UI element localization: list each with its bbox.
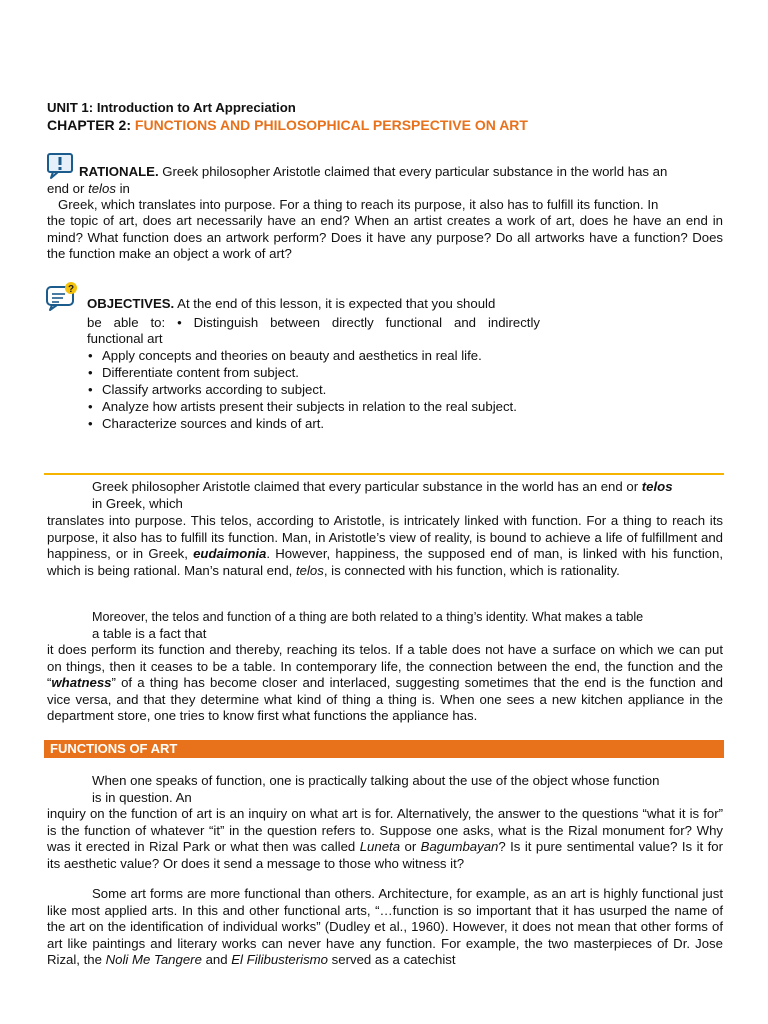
rationale-heading: RATIONALE. [79, 164, 159, 179]
para4-body: Some art forms are more functional than others. Architecture, for example, as an art is highly functional just like most applied arts. In this and other functional arts, “…function is so important that it has usurped the name of the art on the identification of individual works” (Dudley et al., 1960). However, it does not mean that other forms of art like paintings and literary works can never have any function. For example, the two masterpieces of Dr. Jose Rizal, the Noli Me Tangere and El Filibusterismo served as a catechist [47, 886, 723, 968]
section-divider [44, 473, 724, 475]
para1-line1: Greek philosopher Aristotle claimed that every particular substance in the world has an end or telos [92, 479, 673, 494]
objectives-line3: functional art [87, 331, 163, 346]
para2-body: it does perform its function and thereby, reaching its telos. If a table does not have a surface on which we can put on things, then it ceases to be a table. In contemporary life, the connection between the end, the function and the “whatness” of a thing has become closer and interlaced, suggesting sometimes that the end is the function and vice versa, and that they determine what kind of thing a thing is. When one sees a new kitchen appliance in the department store, one tries to know first what functions the appliance has. [47, 642, 723, 724]
alert-speech-icon [45, 152, 75, 180]
objectives-heading: OBJECTIVES. [87, 296, 175, 311]
rationale-line3: Greek, which translates into purpose. For a thing to reach its purpose, it also has to fulfill its function. In [58, 197, 659, 212]
functions-section-header [44, 740, 724, 758]
unit-title: UNIT 1: Introduction to Art Appreciation [47, 100, 296, 115]
svg-text:?: ? [67, 284, 75, 295]
objectives-line2: be able to: • Distinguish between directly functional and indirectly [87, 315, 540, 330]
para1-line2: in Greek, which [92, 496, 183, 511]
para3-body: inquiry on the function of art is an inquiry on what art is for. Alternatively, the answer to the questions “what it is for” is the function of whatever “it” in the question refers to. Suppose one asks, what is the Rizal monument for? Why was it erected in Rizal Park or what then was called Luneta or Bagumbayan? Is it pure sentimental value? Is it for its aesthetic value? Or does it send a message to those who witness it? [47, 806, 723, 871]
rationale-body: the topic of art, does art necessarily have an end? When an artist creates a work of art, does he have an end in mind? What function does an artwork perform? Does it have any purpose? Do all artworks have a function? Does the function make an object a work of art? [47, 213, 723, 262]
rationale-line1: RATIONALE. Greek philosopher Aristotle claimed that every particular substance in the world has an [79, 164, 668, 179]
objective-item: • Classify artworks according to subject. [86, 381, 517, 398]
para2-line1: Moreover, the telos and function of a thing are both related to a thing’s identity. What makes a table [92, 610, 644, 624]
chapter-label: CHAPTER 2: [47, 117, 132, 133]
objectives-list [86, 347, 517, 432]
chapter-heading [47, 117, 528, 134]
functions-section-title: FUNCTIONS OF ART [50, 741, 178, 756]
chapter-title: FUNCTIONS AND PHILOSOPHICAL PERSPECTIVE ON ART [134, 117, 528, 133]
objectives-line1: OBJECTIVES. At the end of this lesson, it is expected that you should [87, 296, 496, 311]
question-chat-icon [45, 281, 79, 311]
objective-item: • Apply concepts and theories on beauty and aesthetics in real life. [86, 347, 517, 364]
para2-line2: a table is a fact that [92, 626, 207, 641]
objective-item: • Differentiate content from subject. [86, 364, 517, 381]
para3-line2: is in question. An [92, 790, 192, 805]
objective-item: • Characterize sources and kinds of art. [86, 415, 517, 432]
rationale-line2: end or telos in [47, 181, 130, 196]
objective-item: • Analyze how artists present their subjects in relation to the real subject. [86, 398, 517, 415]
para1-body: translates into purpose. This telos, according to Aristotle, is intricately linked with function. For a thing to reach its purpose, it also has to fulfill its function. Man, in Aristotle’s view of reality, is bound to achieve a life of fulfillment and happiness, or in Greek, eudaimonia. However, happiness, the supposed end of man, is linked with his function, which is being rational. Man’s natural end, telos, is connected with his function, which is rationality. [47, 513, 723, 578]
para3-line1: When one speaks of function, one is practically talking about the use of the object whose function [92, 773, 660, 788]
